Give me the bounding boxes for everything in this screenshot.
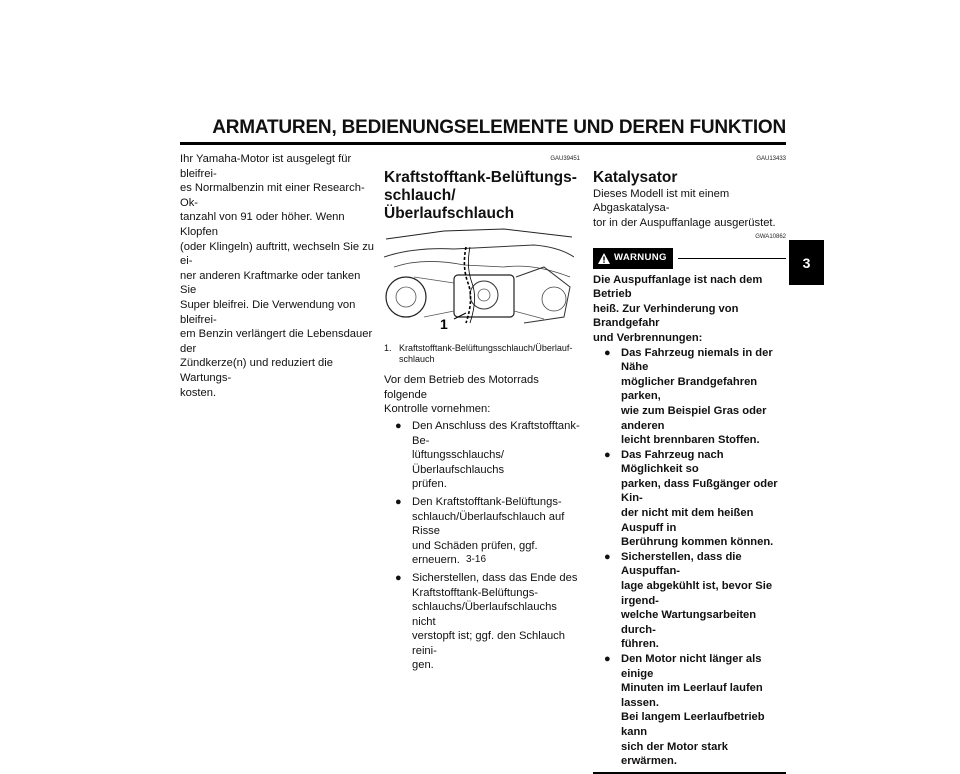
caption-text <box>399 343 572 365</box>
list-item <box>392 419 580 492</box>
warning-badge <box>593 248 673 269</box>
list-line: parken, dass Fußgänger oder Kin- <box>621 477 778 505</box>
left-column <box>180 152 374 400</box>
list-line: Kraftstofftank-Belüftungs- <box>412 586 539 599</box>
list-line: Den Kraftstofftank-Belüftungs- <box>412 495 562 508</box>
page-number: 3-16 <box>466 554 487 565</box>
list-line: welche Wartungsarbeiten durch- <box>621 609 757 636</box>
list-line: prüfen. <box>412 478 447 491</box>
list-line: Das Fahrzeug niemals in der Nähe <box>621 346 773 374</box>
warning-line: Die Auspuffanlage ist nach dem Betrieb <box>593 273 763 301</box>
vent-hose-illustration <box>384 227 574 335</box>
list-line: schlauch/Überlaufschlauch auf Risse <box>412 510 565 538</box>
list-line: Bei langem Leerlaufbetrieb kann <box>621 711 765 738</box>
warning-intro <box>593 273 786 346</box>
warning-list <box>601 346 786 769</box>
caption-line: Kraftstofftank-Belüftungsschlauch/Überlauf- <box>399 343 573 354</box>
list-line: Sicherstellen, dass die Auspuffan- <box>621 550 742 578</box>
left-line: es Normalbenzin mit einer Research-Ok- <box>180 182 365 209</box>
header-rule <box>180 142 786 145</box>
left-line: Zündkerze(n) und reduziert die Wartungs- <box>180 357 333 384</box>
intro-line: Vor dem Betrieb des Motorrads folgende <box>384 374 539 401</box>
list-line: sich der Motor stark erwärmen. <box>621 740 728 768</box>
list-item <box>392 571 580 673</box>
intro-line: Dieses Modell ist mit einem Abgaskatalysa- <box>593 187 730 215</box>
caption-number: 1. <box>384 343 392 354</box>
middle-column <box>384 152 580 673</box>
section-code: GAU13433 <box>756 156 786 162</box>
left-line: Super bleifrei. Die Verwendung von bleifrei- <box>180 298 356 326</box>
list-line: verstopft ist; ggf. den Schlauch reini- <box>412 630 565 657</box>
right-intro <box>593 187 786 231</box>
warning-end-rule <box>593 772 786 774</box>
warning-body <box>593 273 786 769</box>
list-item <box>601 550 786 652</box>
left-line: Ihr Yamaha-Motor ist ausgelegt für bleifrei- <box>180 153 352 180</box>
list-line: schlauchs/Überlaufschlauchs nicht <box>412 601 557 628</box>
left-line: (oder Klingeln) auftritt, wechseln Sie zu ei- <box>180 240 375 268</box>
list-line: leicht brennbaren Stoffen. <box>621 434 760 447</box>
left-line: tanzahl von 91 oder höher. Wenn Klopfen <box>180 211 345 238</box>
section-code: GAU39451 <box>550 156 580 162</box>
list-line: lüftungsschlauchs/Überlaufschlauchs <box>412 449 505 476</box>
left-line: kosten. <box>180 386 217 399</box>
list-line: Berührung kommen können. <box>621 536 774 549</box>
list-line: möglicher Brandgefahren parken, <box>621 375 758 403</box>
chapter-tab: 3 <box>789 240 824 285</box>
heading-line: schlauch/Überlaufschlauch <box>384 186 515 222</box>
list-line: führen. <box>621 638 659 651</box>
list-line: gen. <box>412 659 434 672</box>
warning-label: WARNUNG <box>614 251 667 263</box>
warning-rule <box>678 258 786 259</box>
list-line: Den Anschluss des Kraftstofftank-Be- <box>412 419 580 447</box>
list-line: lage abgekühlt ist, bevor Sie irgend- <box>621 580 773 607</box>
left-line: ner anderen Kraftmarke oder tanken Sie <box>180 269 361 297</box>
page-header-title: ARMATUREN, BEDIENUNGSELEMENTE UND DEREN FUNKTION <box>212 117 786 138</box>
list-item <box>601 652 786 769</box>
intro-line: tor in der Auspuffanlage ausgerüstet. <box>593 216 776 229</box>
section-heading <box>384 169 580 223</box>
figure-callout: 1 <box>440 315 448 332</box>
list-line: Sicherstellen, dass das Ende des <box>412 571 578 584</box>
warning-code: GWA10862 <box>755 234 786 241</box>
list-item <box>601 448 786 550</box>
heading-line: Kraftstofftank-Belüftungs- <box>384 168 577 186</box>
list-line: und Schäden prüfen, ggf. erneuern. <box>412 539 538 567</box>
list-line: Das Fahrzeug nach Möglichkeit so <box>621 448 724 476</box>
list-line: der nicht mit dem heißen Auspuff in <box>621 507 754 534</box>
left-paragraph <box>180 152 374 400</box>
warning-triangle-icon <box>598 253 610 264</box>
warning-line: heiß. Zur Verhinderung von Brandgefahr <box>593 302 739 330</box>
list-line: Den Motor nicht länger als einige <box>621 653 762 680</box>
warning-header <box>593 248 786 269</box>
list-line: Minuten im Leerlauf laufen lassen. <box>621 682 763 709</box>
left-line: em Benzin verlängert die Lebensdauer der <box>180 328 373 355</box>
list-item <box>601 346 786 448</box>
figure-caption <box>384 343 580 365</box>
warning-line: und Verbrennungen: <box>593 331 703 344</box>
right-column <box>593 152 786 774</box>
middle-intro <box>384 373 580 417</box>
section-heading: Katalysator <box>593 168 678 186</box>
check-list <box>392 419 580 673</box>
list-line: wie zum Beispiel Gras oder anderen <box>621 404 767 432</box>
intro-line: Kontrolle vornehmen: <box>384 403 491 416</box>
caption-line: schlauch <box>399 354 435 365</box>
